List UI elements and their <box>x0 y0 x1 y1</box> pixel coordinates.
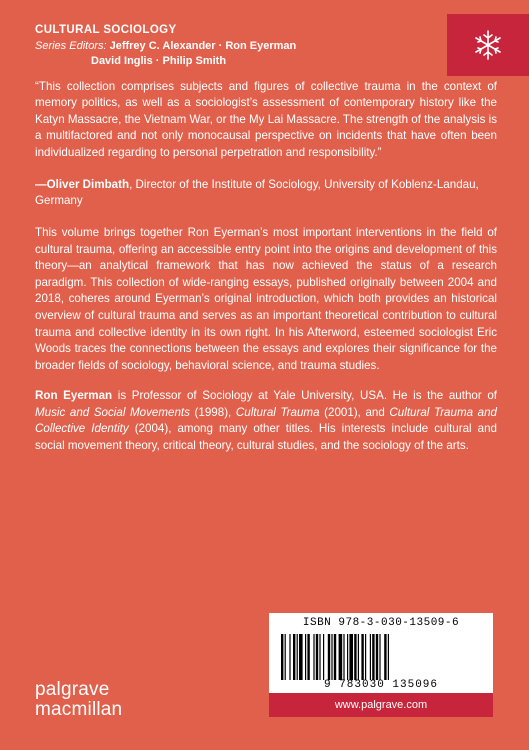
barcode-bar <box>349 634 353 680</box>
barcode-bar <box>354 634 356 680</box>
barcode-bar <box>299 634 303 680</box>
barcode-bar <box>379 634 380 680</box>
book-title: Cultural Trauma <box>235 405 320 419</box>
series-editors-names2: David Inglis · Philip Smith <box>91 55 227 67</box>
barcode-bar <box>388 634 389 680</box>
series-title: CULTURAL SOCIOLOGY <box>35 24 177 36</box>
endorsement-quote <box>35 79 497 161</box>
publisher-logo-badge <box>447 14 529 76</box>
barcode-bar <box>319 634 320 680</box>
barcode-bar <box>305 634 306 680</box>
series-editors-line1 <box>35 39 435 54</box>
bio-text: is Professor of Sociology at Yale University, USA. He is the author of <box>112 389 497 402</box>
barcode-bar <box>339 634 343 680</box>
barcode-bar <box>307 634 309 680</box>
barcode-digits: 9 783030 135096 <box>323 679 439 691</box>
barcode-bar <box>372 634 374 680</box>
publisher-url: www.palgrave.com <box>269 693 493 717</box>
series-editors-names1: Jeffrey C. Alexander · Ron Eyerman <box>109 40 297 52</box>
publisher-wordmark <box>35 680 122 720</box>
book-description: This volume brings together Ron Eyerman’s most important interventions in the field of cultural trauma, offering an accessible entry point into the origins and development of this theory—an analytical framework that has now achieved the status of a research paradigm. This collection of wide-ranging essays, published originally between 2004 and 2018, coheres around Eyerman’s original introduction, which both provides an historical overview of cultural trauma and serves as an important theoretical contribution to cultural trauma and collective identity in its own right. In his Afterword, esteemed sociologist Eric Woods traces the connections between the essays and explores their significance for the broader fields of sociology, behavioral science, and trauma studies. <box>35 226 497 372</box>
barcode-graphic <box>281 634 481 680</box>
barcode-bar <box>343 634 344 680</box>
palgrave-snowflake-icon <box>471 28 505 62</box>
barcode-bar <box>358 634 359 680</box>
barcode-bar <box>370 634 371 680</box>
isbn-label: ISBN 978-3-030-13509-6 <box>302 617 460 629</box>
quote-attribution <box>35 177 485 210</box>
barcode-bar <box>285 634 286 680</box>
bio-text: (2001), and <box>319 405 390 419</box>
bio-text: (2004), among many other titles. His interests include cultural and social movement theory, critical theory, cultural studies, and the sociology of the arts. <box>35 422 498 452</box>
barcode-panel <box>269 613 493 693</box>
barcode-bar <box>365 634 366 680</box>
barcode-bar <box>323 634 324 680</box>
barcode-bar <box>313 634 314 680</box>
quote-affiliation: , Director of the Institute of Sociology, University of Koblenz-Landau, Germany <box>35 178 479 208</box>
barcode-bar <box>328 634 330 680</box>
barcode-bar <box>331 634 332 680</box>
barcode-bar <box>289 634 290 680</box>
barcode-bar <box>347 634 348 680</box>
series-editors-label: Series Editors: <box>35 40 107 52</box>
series-info <box>35 24 435 69</box>
quote-author: —Oliver Dimbath <box>35 178 130 191</box>
barcode-bar <box>293 634 295 680</box>
publisher-name-line2: macmillan <box>35 699 123 720</box>
author-name: Ron Eyerman <box>35 389 113 402</box>
barcode-bar <box>334 634 336 680</box>
author-bio <box>35 388 497 454</box>
barcode-bar <box>297 634 298 680</box>
barcode-bar <box>281 634 283 680</box>
bio-text: (1998), <box>189 405 236 419</box>
book-title: Music and Social Movements <box>35 405 190 419</box>
barcode-bar <box>376 634 378 680</box>
book-title: Cultural Trauma and Collective Identity <box>35 405 498 436</box>
publisher-name-line1: palgrave <box>35 679 110 700</box>
barcode-bar <box>361 634 363 680</box>
barcode-bar <box>384 634 386 680</box>
barcode-bar <box>316 634 318 680</box>
quote-text: “This collection comprises subjects and figures of collective trauma in the context of memory politics, as well as a sociologist’s assessment of contemporary history like the Katyn Massacre, the Vietnam War, or the My Lai Massacre. The strength of the analysis is a multifactored and not only monocausal perspective on incidents that have often been individualized regarding to personal perpetration and responsibility.” <box>35 80 497 159</box>
